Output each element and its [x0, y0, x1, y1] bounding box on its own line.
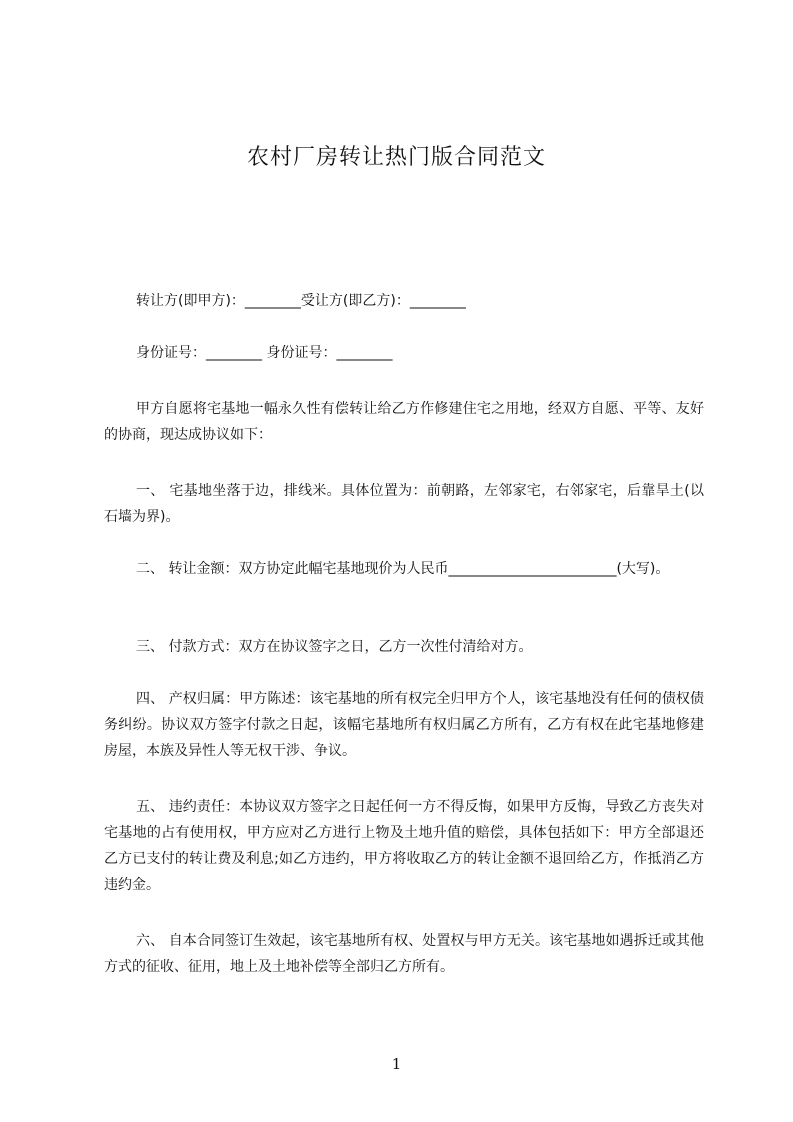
id-number-line: 身份证号：________ 身份证号：________	[136, 345, 393, 361]
intro-paragraph: 甲方自愿将宅基地一幅永久性有偿转让给乙方作修建住宅之用地，经双方自愿、平等、友好的协商，现达成协议如下：	[104, 401, 704, 443]
clause-3: 三、 付款方式：双方在协议签字之日，乙方一次性付清给对方。	[136, 639, 533, 655]
page-title: 农村厂房转让热门版合同范文	[246, 145, 546, 170]
clause-1: 一、 宅基地坐落于边，排线米。具体位置为：前朝路，左邻家宅，右邻家宅，后靠旱土(以石墙为界)。	[104, 483, 704, 525]
clause-4: 四、 产权归属：甲方陈述：该宅基地的所有权完全归甲方个人，该宅基地没有任何的债权债务纠纷。协议双方签字付款之日起，该幅宅基地所有权归属乙方所有，乙方有权在此宅基地修建房屋，本族及异性人等无权干涉、争议。	[104, 691, 704, 759]
clause-5: 五、 违约责任：本协议双方签字之日起任何一方不得反悔，如果甲方反悔，导致乙方丧失对宅基地的占有使用权，甲方应对乙方进行上物及土地升值的赔偿，具体包括如下：甲方全部退还乙方已支付的转让费及利息;如乙方违约，甲方将收取乙方的转让金额不退回给乙方，作抵消乙方违约金。	[104, 799, 704, 893]
clause-6: 六、 自本合同签订生效起，该宅基地所有权、处置权与甲方无关。该宅基地如遇拆迁或其他方式的征收、征用，地上及土地补偿等全部归乙方所有。	[104, 933, 704, 975]
page-number: 1	[391, 1055, 402, 1073]
parties-line: 转让方(即甲方)：________受让方(即乙方)：________	[136, 293, 466, 309]
clause-2: 二、 转让金额：双方协定此幅宅基地现价为人民币________________________(大写)。	[136, 561, 670, 577]
